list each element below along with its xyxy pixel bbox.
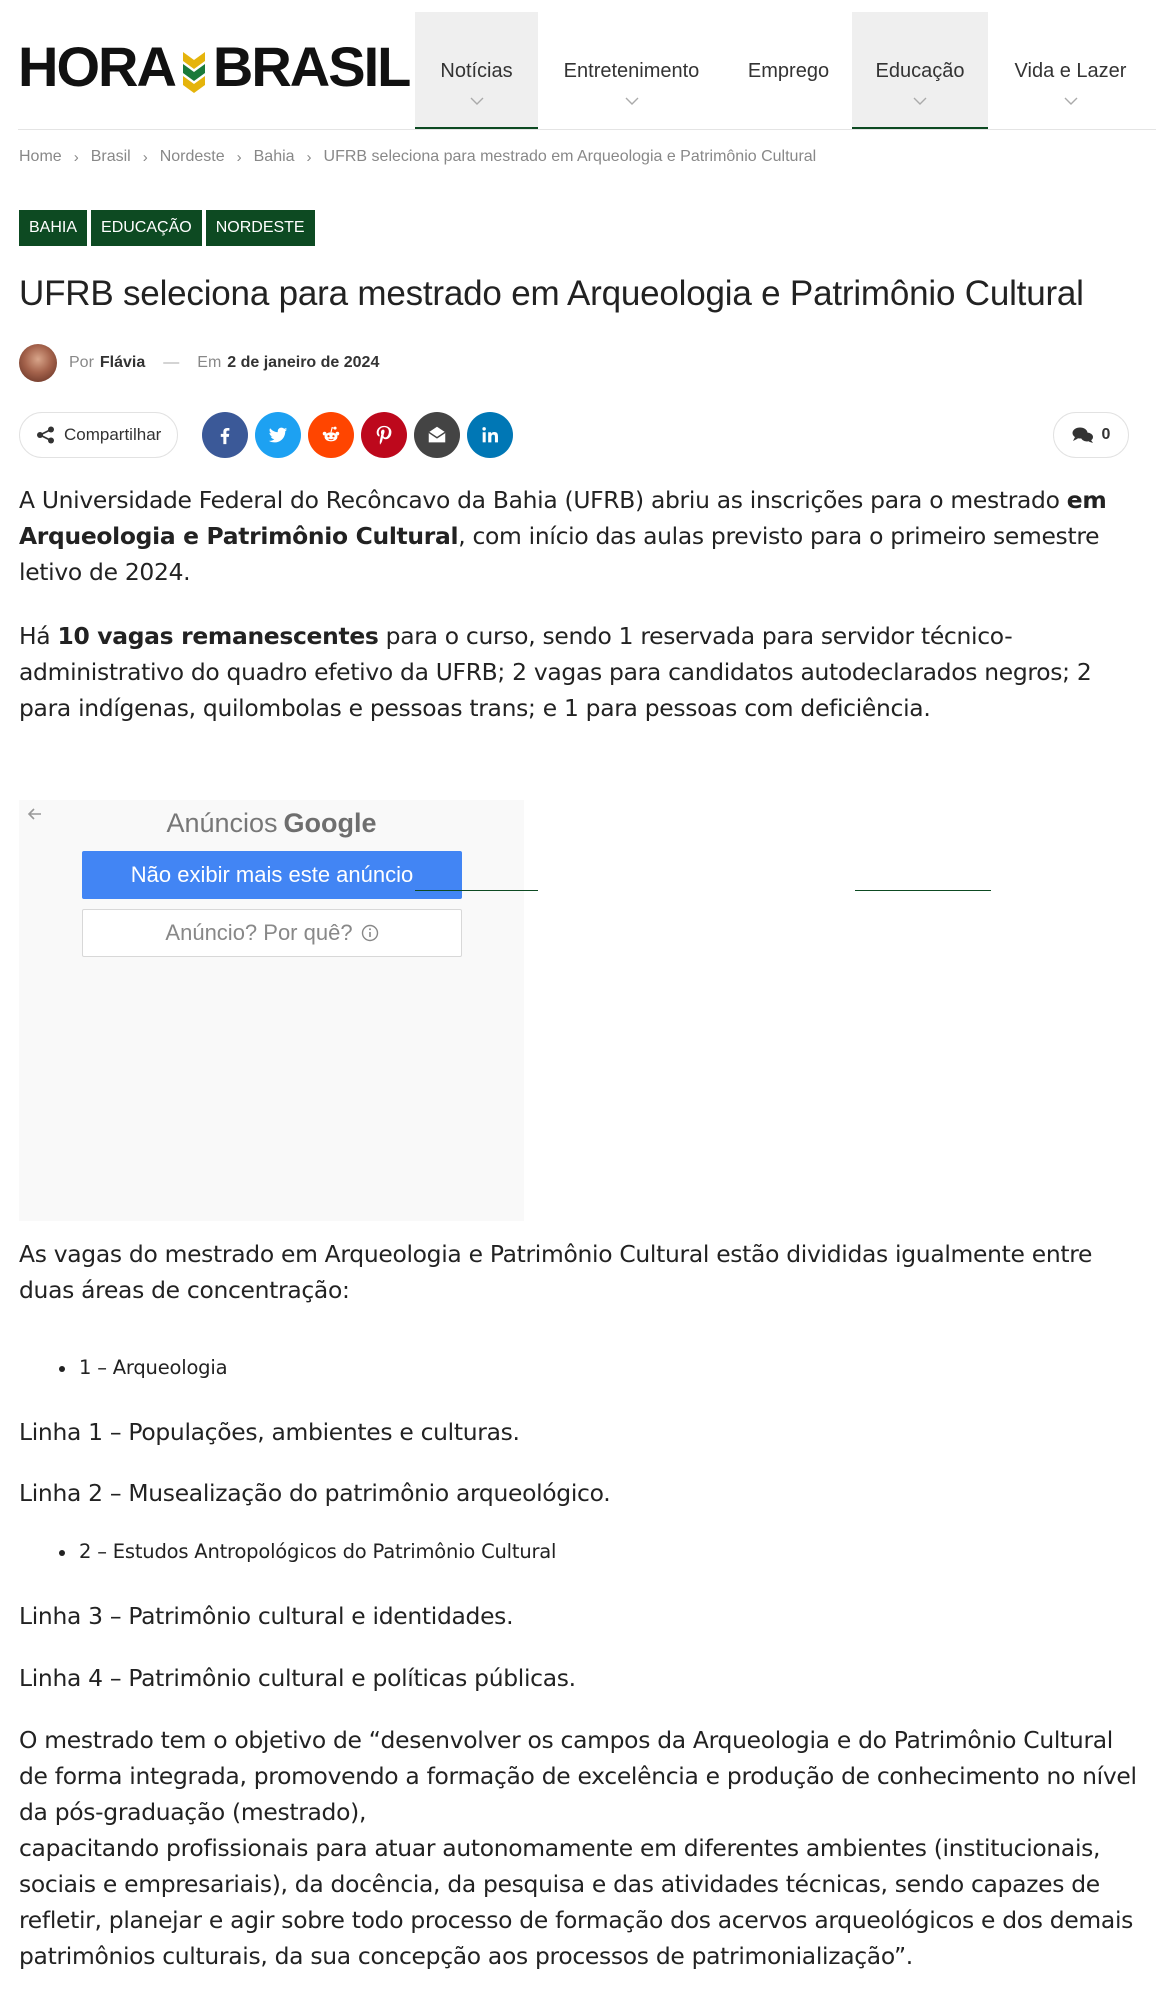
author-avatar[interactable] <box>19 344 57 382</box>
article-meta <box>19 344 379 382</box>
ad-container <box>19 800 524 1221</box>
chevron-down-icon <box>1064 97 1078 105</box>
ad-brand: Google <box>283 808 377 838</box>
breadcrumb <box>19 148 816 166</box>
publish-date: 2 de janeiro de 2024 <box>227 354 380 371</box>
ad-label: Anúncios <box>166 808 278 838</box>
share-label: Compartilhar <box>64 425 162 444</box>
share-reddit-button[interactable] <box>308 412 354 458</box>
share-bar <box>19 412 1129 458</box>
facebook-icon <box>214 424 236 446</box>
nav-item-label: Educação <box>875 60 965 82</box>
nav-underline-artifact <box>415 890 538 891</box>
nav-item-vida-e-lazer[interactable] <box>988 12 1153 130</box>
badge-bahia[interactable]: BAHIA <box>19 210 87 246</box>
paragraph-intro <box>19 482 1139 590</box>
comments-button[interactable] <box>1053 412 1129 458</box>
paragraph-linha-2: Linha 2 – Musealização do patrimônio arqueológico. <box>19 1479 611 1507</box>
site-header <box>0 0 1156 130</box>
paragraph-text: Há <box>19 622 58 650</box>
nav-item-emprego[interactable] <box>725 12 852 130</box>
breadcrumb-brasil[interactable]: Brasil <box>90 148 131 165</box>
ad-header <box>19 808 524 839</box>
paragraph-text: para o curso, sendo 1 reservada para servidor técnico-administrativo do quadro efetivo da UFRB; 2 vagas para candidatos autodeclarados negros; 2 para indígenas, quilombolas e pessoas trans; e 1 para pessoas com deficiência. <box>19 622 1092 722</box>
nav-item-label: Emprego <box>747 60 830 82</box>
nav-item-label: Vida e Lazer <box>1014 60 1127 82</box>
main-nav <box>415 12 1153 130</box>
paragraph-text: capacitando profissionais para atuar autonomamente em diferentes ambientes (institucionais, sociais e empresariais), da docência, da pesquisa e das atividades técnicas, sendo capazes de refletir, planejar e agir sobre todo processo de formação dos acervos arqueológicos e dos demais patrimônios culturais, da sua concepção aos processos de patrimonialização”. <box>19 1834 1134 1970</box>
share-button[interactable] <box>19 412 178 458</box>
share-icon <box>36 426 56 444</box>
comments-icon <box>1072 426 1094 444</box>
logo-text-right: BRASIL <box>212 34 410 98</box>
nav-item-educacao[interactable] <box>852 12 988 130</box>
share-linkedin-button[interactable] <box>467 412 513 458</box>
paragraph-linha-4: Linha 4 – Patrimônio cultural e políticas públicas. <box>19 1664 576 1692</box>
reddit-icon <box>320 424 342 446</box>
breadcrumb-current: UFRB seleciona para mestrado em Arqueologia e Patrimônio Cultural <box>323 148 817 165</box>
nav-item-label: Notícias <box>440 60 513 82</box>
paragraph-objetivo <box>19 1722 1139 1974</box>
paragraph-text: O mestrado tem o objetivo de “desenvolver os campos da Arqueologia e do Patrimônio Cultural de forma integrada, promovendo a formação de excelência e produção de conhecimento no nível da pós-graduação (mestrado), <box>19 1726 1137 1826</box>
paragraph-areas: As vagas do mestrado em Arqueologia e Patrimônio Cultural estão divididas igualmente entre duas áreas de concentração: <box>19 1240 1093 1304</box>
chevron-right-icon: › <box>142 148 148 166</box>
chevron-down-icon <box>913 97 927 105</box>
info-icon <box>361 924 379 942</box>
logo-text-left: HORA <box>18 34 175 98</box>
why-ad-label: Anúncio? Por quê? <box>165 920 353 945</box>
linkedin-icon <box>479 424 501 446</box>
breadcrumb-home[interactable]: Home <box>19 148 62 165</box>
article-title: UFRB seleciona para mestrado em Arqueologia e Patrimônio Cultural <box>19 274 1084 313</box>
why-ad-button[interactable] <box>82 909 462 957</box>
paragraph-text: , com início das aulas previsto para o primeiro semestre letivo de 2024. <box>19 522 1100 586</box>
list-item-estudos: 2 – Estudos Antropológicos do Patrimônio Cultural <box>79 1537 556 1567</box>
nav-underline-artifact <box>855 890 991 891</box>
nav-item-entretenimento[interactable] <box>538 12 725 130</box>
pinterest-icon <box>373 424 395 446</box>
share-pinterest-button[interactable] <box>361 412 407 458</box>
nav-item-noticias[interactable] <box>415 12 538 130</box>
breadcrumb-nordeste[interactable]: Nordeste <box>159 148 225 165</box>
chevron-right-icon: › <box>306 148 312 166</box>
logo-chevron-icon <box>181 42 207 90</box>
email-icon <box>426 424 448 446</box>
paragraph-linha-1: Linha 1 – Populações, ambientes e culturas. <box>19 1418 520 1446</box>
on-label: Em <box>197 354 222 371</box>
twitter-icon <box>267 424 289 446</box>
chevron-right-icon: › <box>73 148 79 166</box>
author-name[interactable]: Flávia <box>99 354 146 371</box>
chevron-down-icon <box>625 97 639 105</box>
chevron-right-icon: › <box>236 148 242 166</box>
comment-count: 0 <box>1101 426 1111 443</box>
paragraph-vagas <box>19 618 1139 726</box>
paragraph-text: A Universidade Federal do Recôncavo da Bahia (UFRB) abriu as inscrições para o mestrado <box>19 486 1067 514</box>
list-item-arqueologia: 1 – Arqueologia <box>79 1353 227 1383</box>
meta-separator: — <box>163 354 180 371</box>
share-email-button[interactable] <box>414 412 460 458</box>
site-logo[interactable] <box>18 36 409 96</box>
share-facebook-button[interactable] <box>202 412 248 458</box>
paragraph-linha-3: Linha 3 – Patrimônio cultural e identidades. <box>19 1602 514 1630</box>
paragraph-bold: 10 vagas remanescentes <box>57 622 379 650</box>
hide-ad-button[interactable]: Não exibir mais este anúncio <box>82 851 462 899</box>
breadcrumb-bahia[interactable]: Bahia <box>253 148 295 165</box>
badge-nordeste[interactable]: NORDESTE <box>206 210 315 246</box>
share-twitter-button[interactable] <box>255 412 301 458</box>
by-label: Por <box>69 354 94 371</box>
category-badges <box>19 210 315 246</box>
chevron-down-icon <box>470 97 484 105</box>
badge-educacao[interactable]: EDUCAÇÃO <box>91 210 202 246</box>
header-divider <box>18 129 1156 130</box>
paragraph-bold: em Arqueologia e Patrimônio Cultural <box>19 486 1107 550</box>
nav-item-label: Entretenimento <box>563 60 700 82</box>
